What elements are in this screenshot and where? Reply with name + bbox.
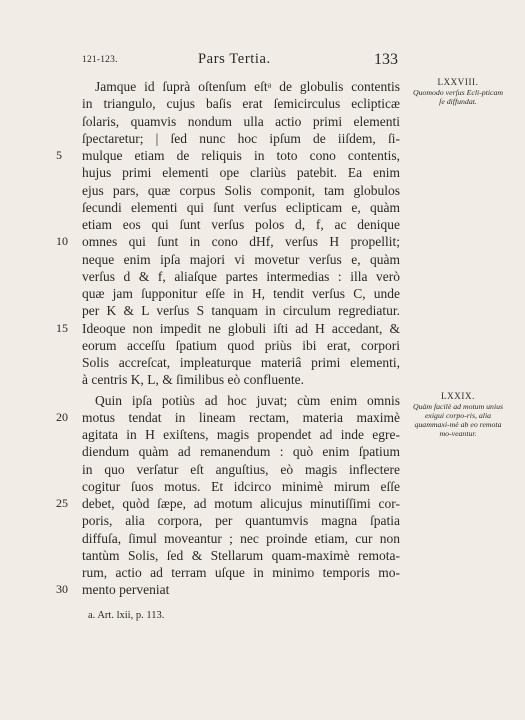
text-line: mulque etiam de reliquis in toto cono contentis, <box>82 148 400 163</box>
text-line: debet, quòd ſæpe, ad motum alicujus minutiſſimi cor- <box>82 496 400 511</box>
text-line: eorum acceſſu ſpatium quod priùs ibi erat, corpori <box>82 337 400 353</box>
line-number: 20 <box>56 409 68 424</box>
page-range: 121-123. <box>82 55 118 65</box>
page-number: 133 <box>374 51 398 68</box>
text-line: per K & L verſus S tanquam in circulum regrediatur. <box>82 303 400 319</box>
text-line: diendum quàm ad remanendum : quò enim ſpatium <box>82 444 400 460</box>
margin-note-number: LXXIX. <box>441 390 475 401</box>
text-line: omnes qui ſunt in cono dHf, verſus H propellit; <box>82 234 400 250</box>
text-line: Jamque id ſuprà oſtenſum eſtᵃ de globulis contentis <box>95 79 400 94</box>
line-number: 5 <box>56 148 62 162</box>
text-line: Ideoque non impedit ne globuli iſti ad H accedant, & <box>82 320 400 336</box>
running-title: Pars Tertia. <box>198 51 271 67</box>
text-line: Quin ipſa potiùs ad hoc juvat; cùm enim omnis <box>95 392 400 408</box>
text-line: in quo verſatur eſt anguſtius, eò magis inflectere <box>82 461 400 477</box>
text-line: ſpectaretur; | ſed nunc hoc ipſum de iiſdem, ſi- <box>82 130 400 146</box>
text-line: tantùm Solis, ſed & Stellarum quam-maximè remota- <box>82 547 400 563</box>
line-number: 15 <box>56 320 68 335</box>
text-line: quæ jam ſupponitur eſſe in H, tendit verſus C, unde <box>82 286 400 301</box>
line-number: 25 <box>56 496 68 510</box>
text-line: poris, alia corpora, per quantumvis magna ſpatia <box>82 513 400 529</box>
page-header <box>0 51 525 73</box>
margin-note <box>412 78 504 106</box>
text-line: agitata in H exiſtens, magis propendet ad inde egre- <box>82 427 400 442</box>
text-line: neque enim ipſa majori vi movetur verſus e, quàm <box>82 251 400 267</box>
text-line: ejus pars, quæ corpus Solis componit, tam globulos <box>82 182 400 198</box>
margin-note-text: Quàm facilè ad motum unius exigui corpo-ris, alia quammaxi-mè ab eo remota mo-veantur. <box>412 401 504 438</box>
margin-note-text: Quomodo verſus Ecli-pticam ſe diffundat. <box>412 88 504 106</box>
text-line: Solis accreſcat, impleaturque materiâ primi elementi, <box>82 355 400 370</box>
text-line: ſecundi elementi qui ſunt verſus eclipticam e, quàm <box>82 199 400 215</box>
text-line: hujus primi elementi ope clariùs patebit. Ea enim <box>82 165 400 181</box>
text-line: etiam eos qui ſunt verſus polos d, f, ac denique <box>82 217 400 232</box>
text-line: ſolaris, quamvis nondum ulla actio primi elementi <box>82 113 400 129</box>
margin-note-number: LXXVIII. <box>437 77 479 87</box>
line-number: 10 <box>56 234 68 249</box>
text-line: diffuſa, ſimul moveantur ; nec proinde etiam, cur non <box>82 530 400 546</box>
text-line: motus tendat in lineam rectam, materia maximè <box>82 409 400 425</box>
text-line: cogitur ſuos motus. Et idcirco minimè mirum eſſe <box>82 478 400 494</box>
footnote: a. Art. lxii, p. 113. <box>88 609 165 621</box>
text-line: rum, actio ad terram uſque in minimo temporis mo- <box>82 565 400 580</box>
text-line: mento perveniat <box>82 582 170 598</box>
margin-note <box>412 392 504 438</box>
text-line: à centris K, L, & ſimilibus eò confluente. <box>82 372 304 388</box>
text-line: in triangulo, cujus baſis erat ſemicirculus eclipticæ <box>82 96 400 112</box>
text-line: verſus d & f, aliaſque partes intermedias : illa verò <box>82 268 400 284</box>
line-number: 30 <box>56 582 68 597</box>
